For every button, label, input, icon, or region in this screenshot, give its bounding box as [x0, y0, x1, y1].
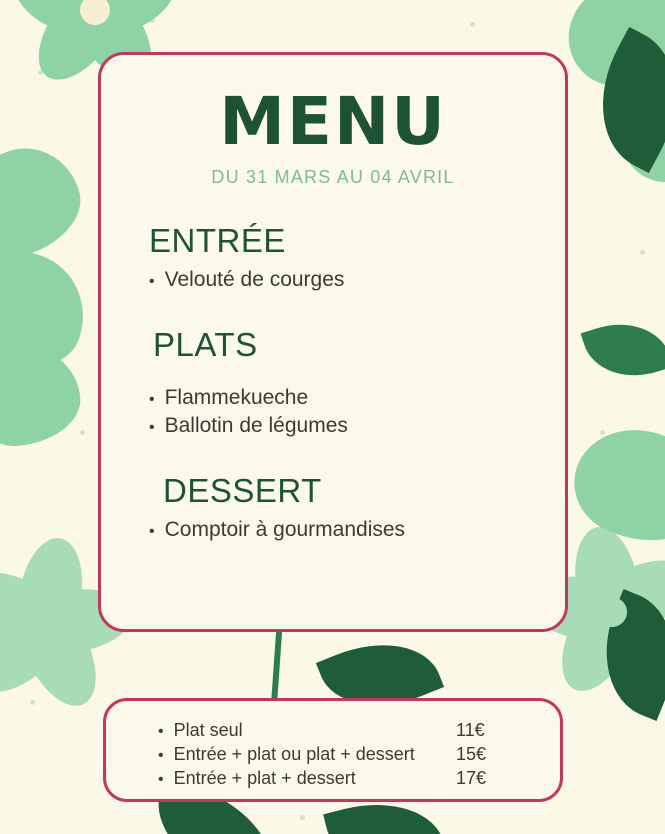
page-title: MENU — [219, 83, 447, 160]
list-item — [149, 518, 565, 542]
menu-section-dessert — [149, 472, 565, 542]
dot — [300, 815, 305, 820]
list-item — [149, 386, 565, 410]
bullet-icon: • — [158, 747, 164, 764]
list-item — [149, 414, 565, 438]
price-card — [103, 698, 563, 802]
menu-date-range: DU 31 MARS AU 04 AVRIL — [211, 167, 455, 187]
section-items — [149, 268, 565, 292]
list-item-label: Velouté de courges — [164, 268, 345, 291]
menu-section-plats — [149, 326, 565, 438]
price-row — [158, 768, 526, 789]
bullet-icon: • — [158, 723, 164, 740]
bullet-icon: • — [158, 771, 164, 788]
price-list — [106, 701, 560, 789]
dot — [640, 250, 645, 255]
price-label-text: Entrée + plat + dessert — [173, 768, 356, 788]
dot — [470, 22, 475, 27]
bullet-icon: • — [149, 419, 155, 436]
price-value: 11€ — [456, 720, 485, 740]
leaf-icon — [581, 309, 665, 390]
petal-shape — [0, 136, 92, 268]
price-row — [158, 744, 526, 765]
list-item-label: Ballotin de légumes — [164, 414, 348, 437]
section-heading: DESSERT — [163, 472, 322, 509]
section-items — [149, 518, 565, 542]
dot — [600, 430, 605, 435]
list-item — [149, 268, 565, 292]
dot — [30, 700, 35, 705]
petal-shape — [0, 345, 84, 449]
section-heading: PLATS — [153, 326, 258, 363]
price-row — [158, 720, 526, 741]
price-label-text: Entrée + plat ou plat + dessert — [173, 744, 415, 764]
bullet-icon: • — [149, 273, 155, 290]
section-heading: ENTRÉE — [149, 222, 286, 259]
price-value: 15€ — [456, 744, 487, 764]
dot — [80, 430, 85, 435]
bullet-icon: • — [149, 523, 155, 540]
menu-section-entree — [149, 222, 565, 292]
price-label-text: Plat seul — [173, 720, 243, 740]
list-item-label: Flammekueche — [164, 386, 309, 409]
section-items — [149, 386, 565, 438]
price-value: 17€ — [456, 768, 487, 788]
bullet-icon: • — [149, 391, 155, 408]
menu-card — [98, 52, 568, 632]
list-item-label: Comptoir à gourmandises — [164, 518, 406, 541]
